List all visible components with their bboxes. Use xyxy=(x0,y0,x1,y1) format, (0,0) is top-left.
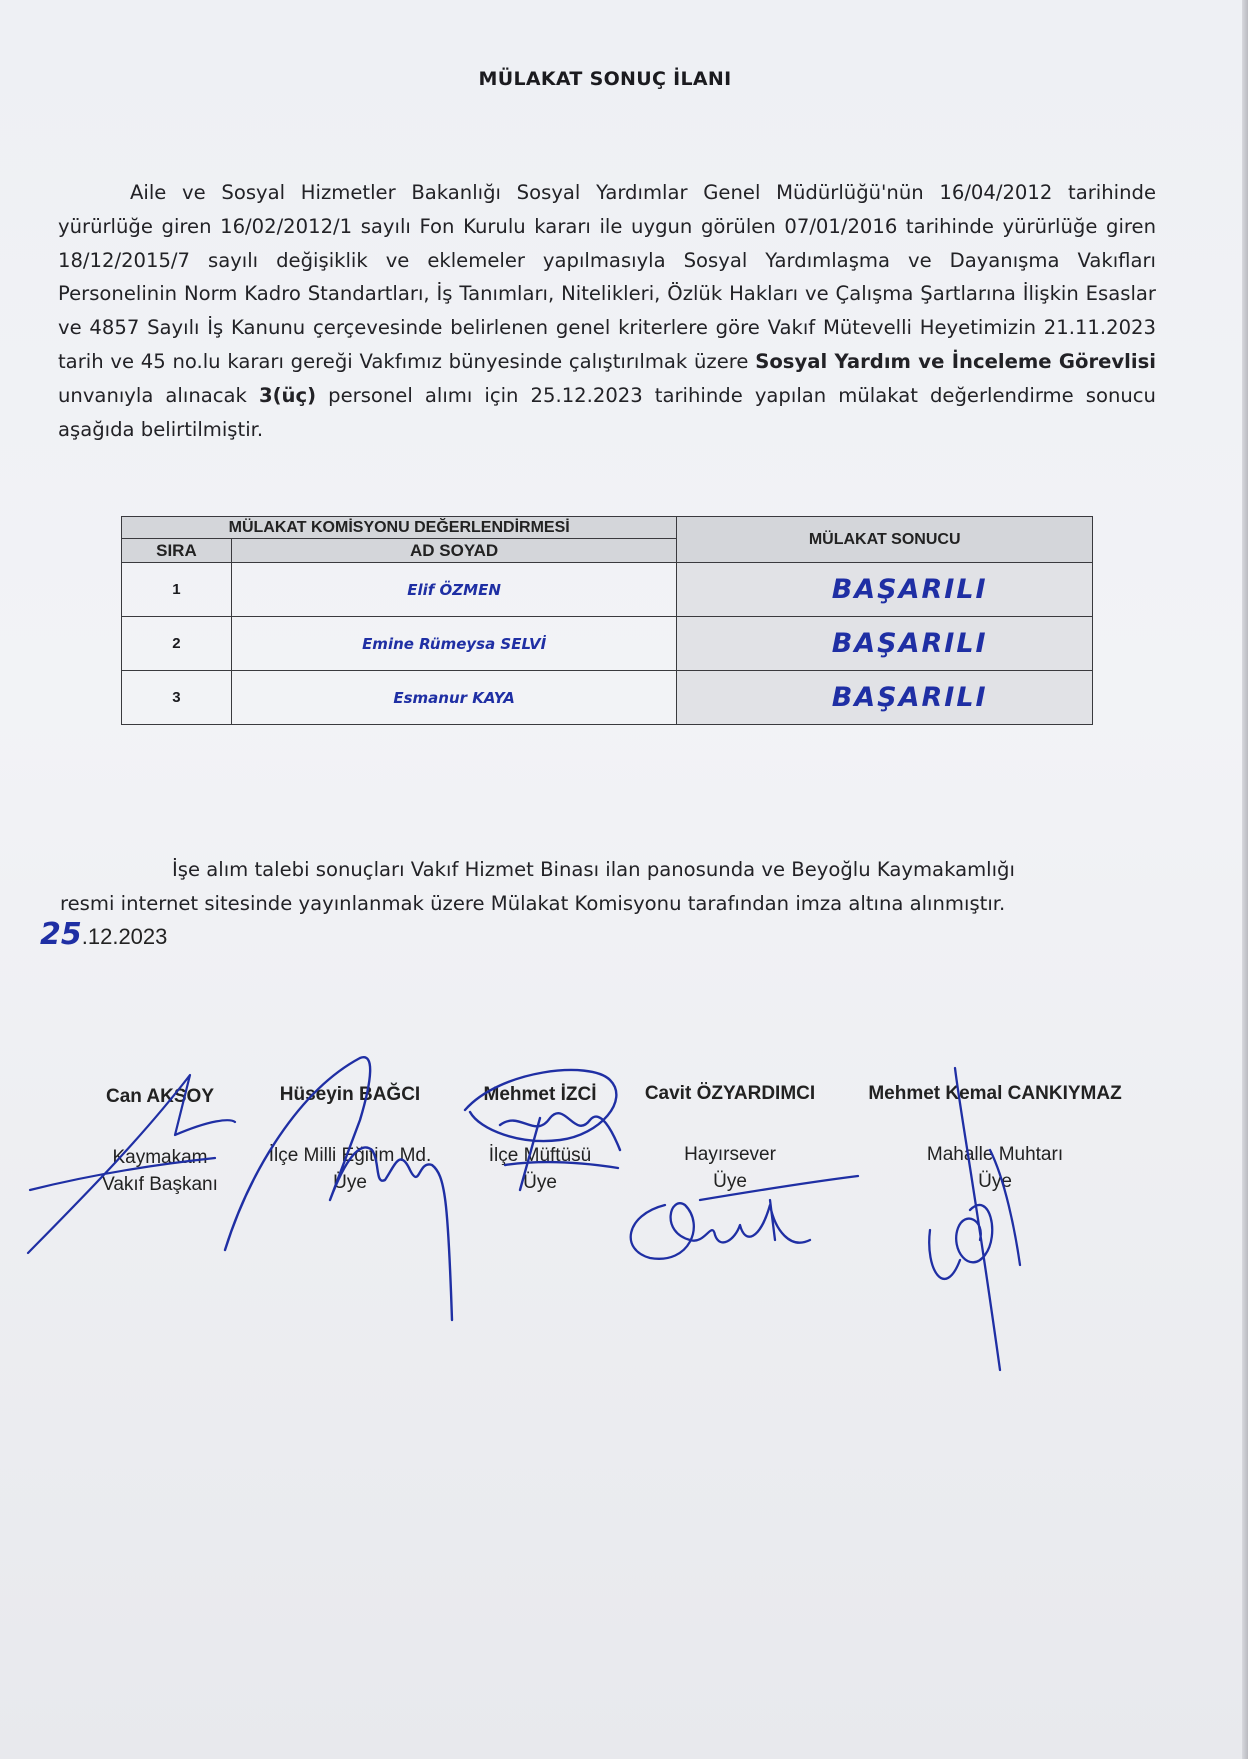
signatory-role-2: Vakıf Başkanı xyxy=(102,1174,218,1195)
signatory-name: Cavit ÖZYARDIMCI xyxy=(644,1083,816,1104)
commission-header: MÜLAKAT KOMİSYONU DEĞERLENDİRMESİ xyxy=(122,517,677,539)
paragraph-part2: unvanıyla alınacak xyxy=(58,383,247,407)
signature-mehmet-kemal-cankiymaz xyxy=(929,1068,1020,1370)
candidate-name: Esmanur KAYA xyxy=(231,671,676,725)
signature-mehmet-izci xyxy=(465,1070,620,1190)
name-column-header: AD SOYAD xyxy=(231,539,676,563)
signatory-role: Hayırsever xyxy=(684,1144,776,1165)
signatory-role: İlçe Müftüsü xyxy=(488,1145,592,1166)
signatory-name: Mehmet İZCİ xyxy=(483,1084,597,1105)
signatory-role-2: Üye xyxy=(333,1172,367,1193)
interview-result: BAŞARILI xyxy=(677,563,1093,617)
signature-huseyin-bagci xyxy=(225,1057,452,1320)
signatory-name: Mehmet Kemal CANKIYMAZ xyxy=(868,1083,1122,1104)
signatory-role-2: Üye xyxy=(978,1171,1012,1192)
signatory-name: Can AKSOY xyxy=(105,1086,215,1107)
signatory-role-2: Üye xyxy=(523,1172,557,1193)
result-column-header: MÜLAKAT SONUCU xyxy=(677,517,1093,563)
closing-line-2: resmi internet sitesinde yayınlanmak üzere Mülakat Komisyonu tarafından imza altına alınmıştır. xyxy=(60,891,1006,915)
personnel-count: 3(üç) xyxy=(258,383,317,407)
handwritten-day: 25 xyxy=(40,917,82,952)
signatory-role-2: Üye xyxy=(713,1171,747,1192)
interview-result: BAŞARILI xyxy=(677,617,1093,671)
closing-line-1: İşe alım talebi sonuçları Vakıf Hizmet Binası ilan panosunda ve Beyoğlu Kaymakamlığı xyxy=(172,858,1015,881)
signature-cavit-ozyardimci xyxy=(631,1176,858,1259)
row-number: 1 xyxy=(122,563,232,617)
candidate-name: Emine Rümeysa SELVİ xyxy=(231,617,676,671)
signature-can-aksoy xyxy=(28,1075,235,1253)
row-number: 3 xyxy=(122,671,232,725)
paragraph-part3: personel alımı için 25.12.2023 tarihinde yapılan mülakat değerlendirme sonucu aşağıda belirtilmiştir. xyxy=(58,383,1156,441)
signatory-role: Mahalle Muhtarı xyxy=(926,1144,1064,1165)
signatory-role: Kaymakam xyxy=(112,1147,208,1168)
date-rest: .12.2023 xyxy=(81,924,168,949)
position-title: Sosyal Yardım ve İnceleme Görevlisi xyxy=(755,349,1156,373)
signatory-name: Hüseyin BAĞCI xyxy=(279,1084,421,1105)
row-number: 2 xyxy=(122,617,232,671)
candidate-name: Elif ÖZMEN xyxy=(231,563,676,617)
document-title: MÜLAKAT SONUÇ İLANI xyxy=(478,68,732,90)
interview-result: BAŞARILI xyxy=(677,671,1093,725)
sira-column-header: SIRA xyxy=(122,539,232,563)
paragraph-part1: Aile ve Sosyal Hizmetler Bakanlığı Sosyal Yardımlar Genel Müdürlüğü'nün 16/04/2012 tarihinde yürürlüğe giren 16/02/2012/1 sayılı Fon Kurulu kararı ile uygun görülen 07/01/2016 tarihinde yürürlüğe giren 18/12/2015/7 sayılı değişiklik ve eklemeler yapılmasıyla Sosyal Yardımlaşma ve Dayanışma Vakıfları Personelinin Norm Kadro Standartları, İş Tanımları, Nitelikleri, Özlük Hakları ve Çalışma Şartlarına İlişkin Esaslar ve 4857 Sayılı İş Kanunu çerçevesinde belirlenen genel kriterlere göre Vakıf Mütevelli Heyetimizin 21.11.2023 tarih ve 45 no.lu kararı gereği Vakfımız bünyesinde çalıştırılmak üzere xyxy=(58,181,1156,373)
signatory-role: İlçe Milli Eğitim Md. xyxy=(268,1145,432,1166)
